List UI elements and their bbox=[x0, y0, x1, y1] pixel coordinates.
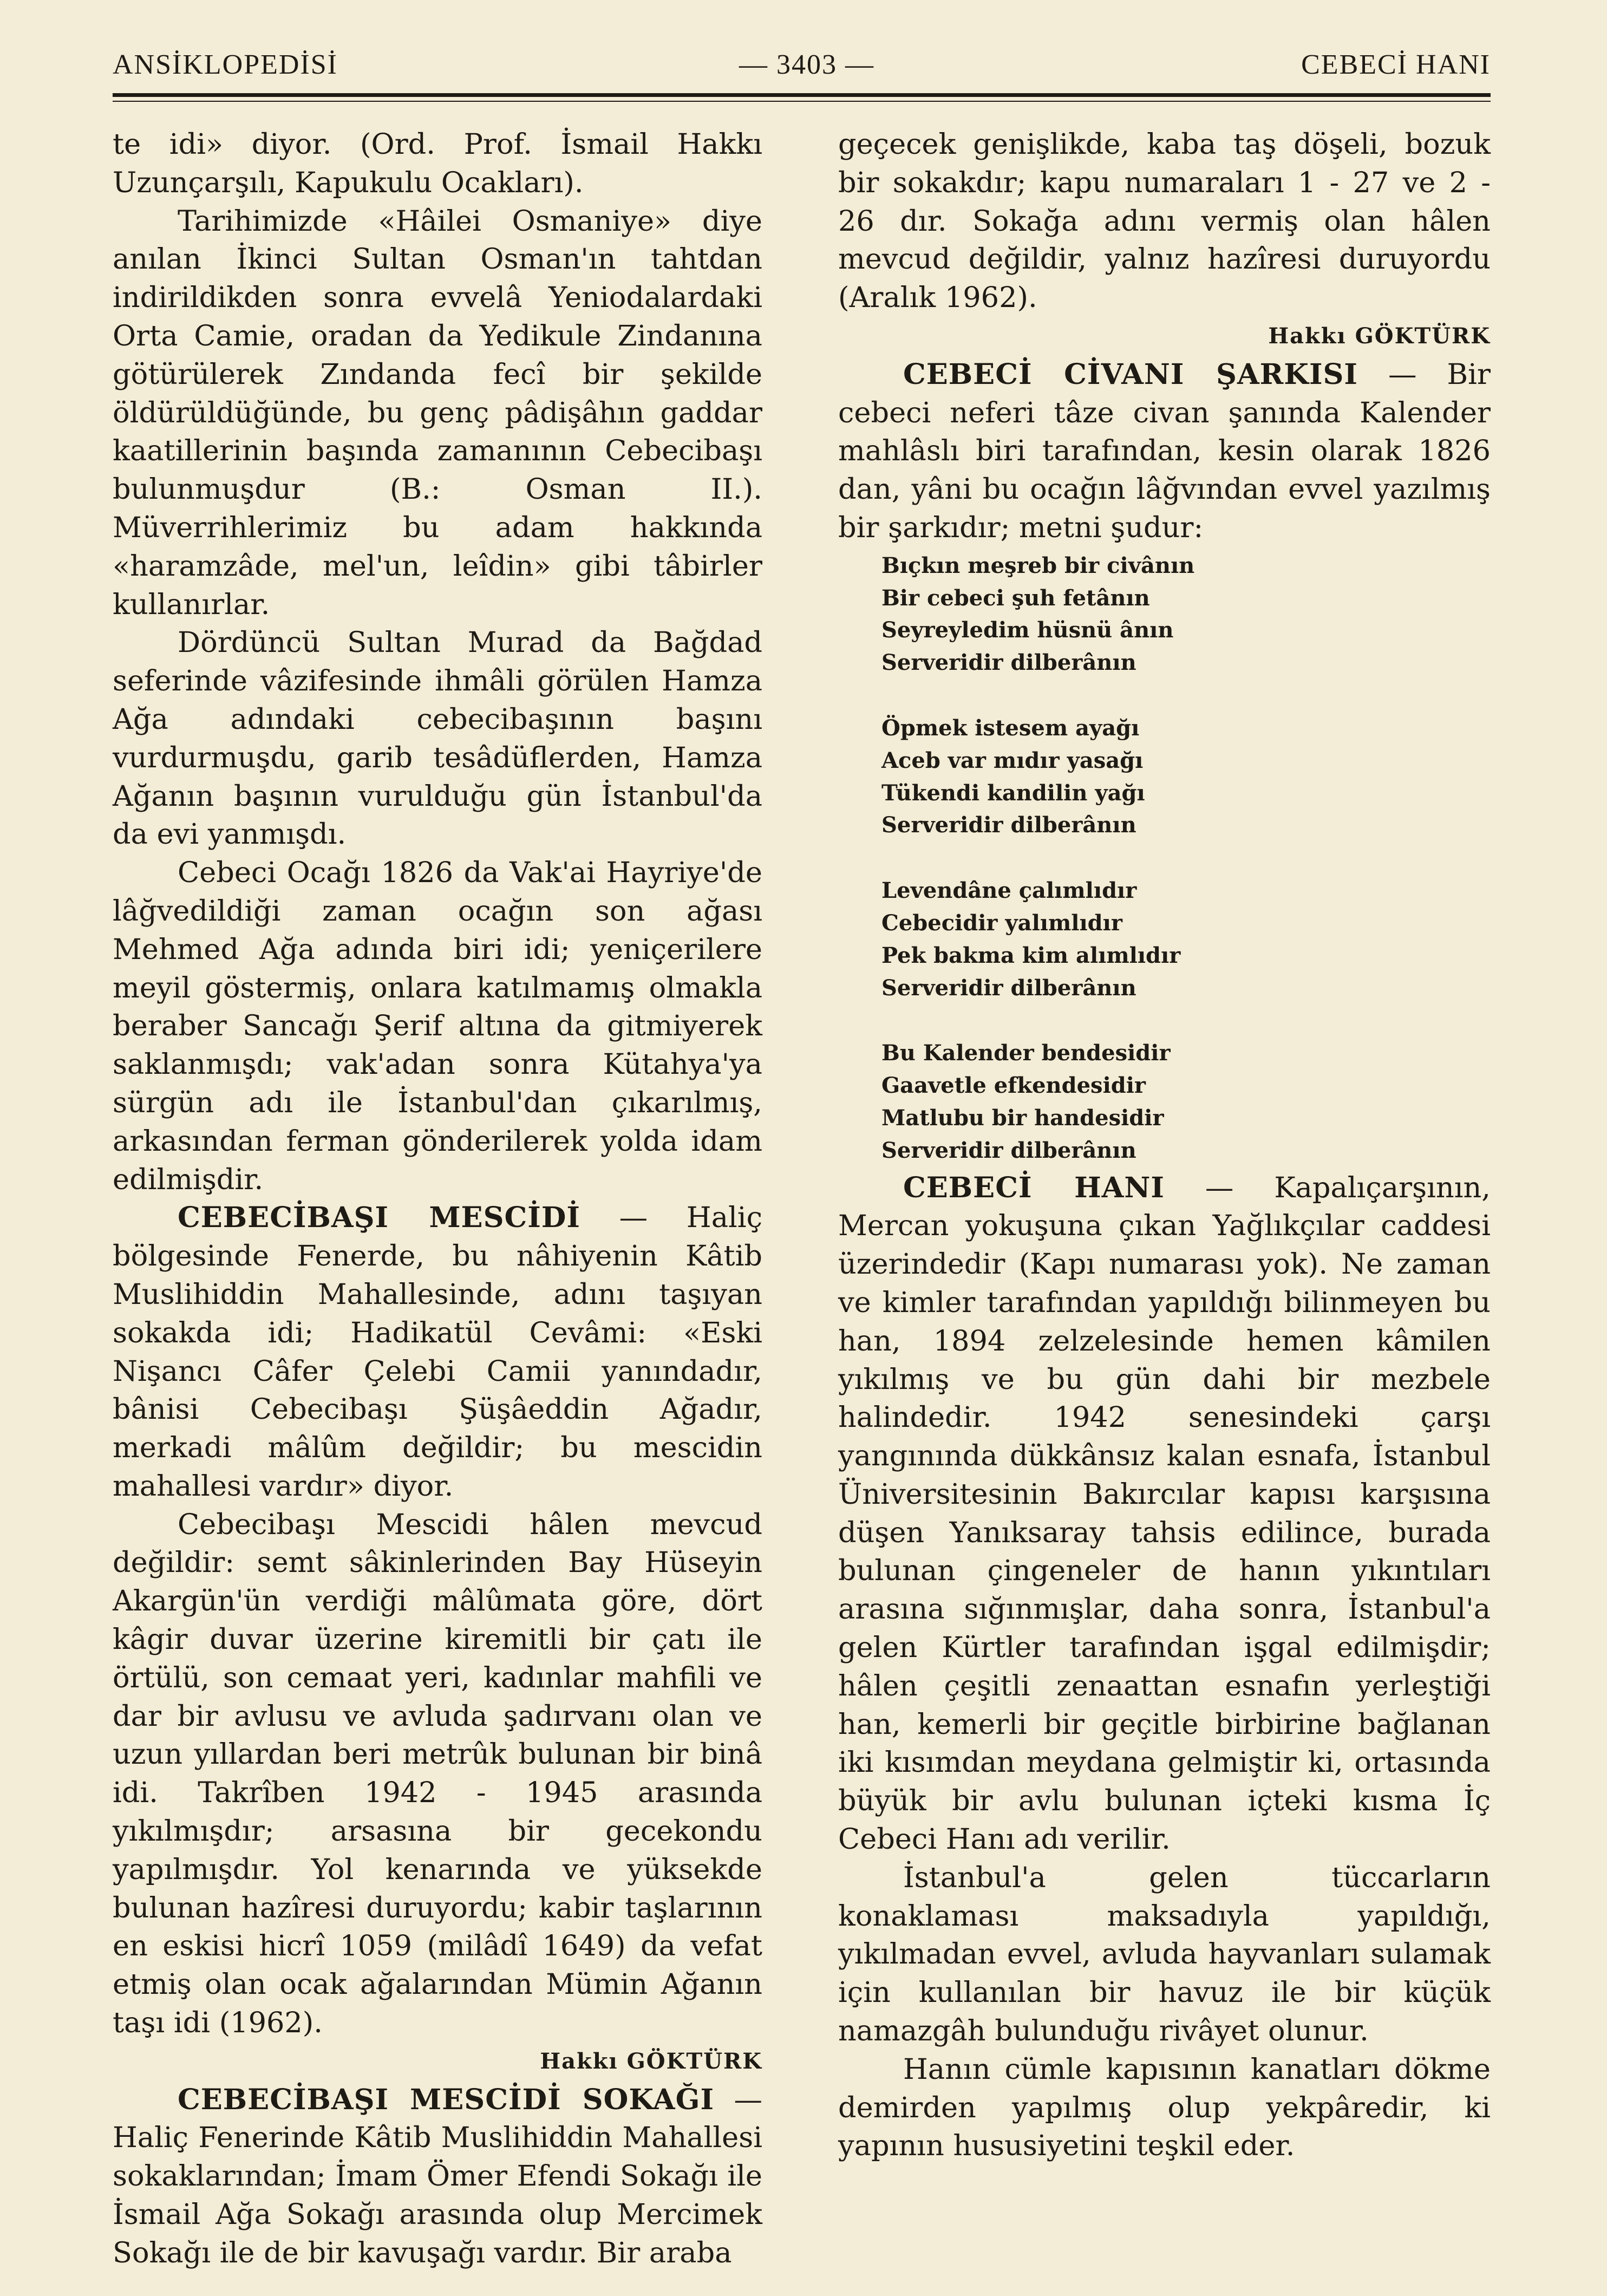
entry-text: — Kapalıçarşının, Mercan yokuşuna çıkan Yağlıkçılar caddesi üzerindedir (Kapı numarası yok). Ne zaman ve kimler tarafından yapıldığı bilinmeyen bu han, 1894 zelzelesinde hemen kâmilen yıkılmış ve bu gün dahi bir mezbele halindedir. 1942 senesindeki çarşı yangınında dükkânsız kalan esnafa, İstanbul Üniversitesinin Bakırcılar kapısı karşısına düşen Yanıksaray tahsis edilince, burada bulunan çingeneler de hanın yıkıntıları arasına sığınmışlar, daha sonra, İstanbul'a gelen Kürtler tarafından işgal edilmişdir; hâlen çeşitli zenaattan esnafın yerleştiği han, kemerli bir geçitle birbirine bağlanan iki kısımdan meydana gelmiştir ki, ortasında büyük bir avlu bulunan içteki kısma İç Cebeci Hanı adı verilir. bbox=[838, 1171, 1491, 1856]
entry-text: — Haliç Fenerinde Kâtib Muslihiddin Mahallesi sokaklarından; İmam Ömer Efendi Sokağı ile İsmail Ağa Sokağı arasında olup Mercimek Sokağı ile de bir kavuşağı vardır. Bir araba bbox=[113, 2083, 762, 2269]
paragraph: İstanbul'a gelen tüccarların konaklaması maksadıyla yapıldığı, yıkılmadan evvel, avluda hayvanları sulamak için kullanılan bir havuz ile bir küçük namazgâh bulunduğu rivâyet olunur. bbox=[838, 1861, 1491, 2048]
running-header-right: CEBECİ HANI bbox=[1301, 49, 1491, 80]
poem-line: Gaavetle efkendesidir bbox=[881, 1073, 1146, 1099]
paragraph: Hanın cümle kapısının kanatları dökme demirden yapılmış olup yekpâredir, ki yapının hususiyetini teşkil eder. bbox=[838, 2052, 1491, 2163]
poem-line: Cebecidir yalımlıdır bbox=[881, 910, 1122, 936]
page-number: — 3403 — bbox=[739, 49, 874, 80]
poem bbox=[881, 550, 1491, 1167]
entry-title: CEBECİBAŞI MESCİDİ SOKAĞI bbox=[178, 2083, 714, 2116]
left-column bbox=[113, 126, 762, 2273]
poem-line: Serveridir dilberânın bbox=[881, 650, 1136, 676]
poem-line: Serveridir dilberânın bbox=[881, 1137, 1136, 1163]
entry-text: — Bir cebeci neferi tâze civan şanında Kalender mahlâslı biri tarafından, kesin olarak 1826 dan, yâni bu ocağın lâğvından evvel yazılmış bir şarkıdır; metni şudur: bbox=[838, 357, 1491, 544]
poem-line: Seyreyledim hüsnü ânın bbox=[881, 617, 1174, 643]
entry-title: CEBECİBAŞI MESCİDİ bbox=[178, 1201, 580, 1235]
poem-stanza bbox=[881, 1037, 1491, 1166]
author-signature: Hakkı GÖKTÜRK bbox=[1268, 323, 1491, 349]
poem-stanza bbox=[881, 712, 1491, 842]
header-rule-thick bbox=[113, 93, 1491, 97]
paragraph: Cebecibaşı Mescidi hâlen mevcud değildir: semt sâkinlerinden Bay Hüseyin Akargün'ün verdiği mâlûmata göre, dört kâgir duvar üzerine kiremitli bir çatı ile örtülü, son cemaat yeri, kadınlar mahfili ve dar bir avlusu ve avluda şadırvanı olan ve uzun yıllardan beri metrûk bulunan bir binâ idi. Takrîben 1942 - 1945 arasında yıkılmışdır; arsasına bir gecekondu yapılmışdır. Yol kenarında ve yüksekde bulunan hazîresi duruyordu; kabir taşlarının en eskisi hicrî 1059 (milâdî 1649) da vefat etmiş olan ocak ağalarından Mümin Ağanın taşı idi (1962). bbox=[113, 1508, 762, 2040]
poem-line: Bıçkın meşreb bir civânın bbox=[881, 552, 1195, 578]
poem-stanza bbox=[881, 875, 1491, 1004]
running-header-left: ANSİKLOPEDİSİ bbox=[113, 49, 338, 80]
entry-cebeci-civani-sarkisi bbox=[838, 356, 1491, 547]
poem-line: Pek bakma kim alımlıdır bbox=[881, 942, 1181, 968]
author-signature: Hakkı GÖKTÜRK bbox=[540, 2048, 762, 2074]
poem-line: Serveridir dilberânın bbox=[881, 812, 1136, 838]
paragraph: geçecek genişlikde, kaba taş döşeli, bozuk bir sokakdır; kapu numaraları 1 - 27 ve 2 - 26 dır. Sokağa adını vermiş olan hâlen mevcud değildir, yalnız hazîresi duruyordu (Aralık 1962). bbox=[838, 128, 1491, 315]
entry-title: CEBECİ CİVANI ŞARKISI bbox=[903, 357, 1358, 391]
right-column bbox=[838, 126, 1491, 2165]
paragraph: Tarihimizde «Hâilei Osmaniye» diye anılan İkinci Sultan Osman'ın tahtdan indirildikden sonra evvelâ Yeniodalardaki Orta Camie, oradan da Yedikule Zindanına götürülerek Zındanda fecî bir şekilde öldürüldüğünde, bu genç pâdişâhın gaddar kaatillerinin başında zamanının Cebecibaşı bulunmuşdur (B.: Osman II.). Müverrihlerimiz bu adam hakkında «haramzâde, mel'un, leîdin» gibi tâbirler kullanırlar. bbox=[113, 204, 762, 621]
paragraph: Dördüncü Sultan Murad da Bağdad seferinde vâzifesinde ihmâli görülen Hamza Ağa adındaki cebecibaşının başını vurdurmuşdu, garib tesâdüflerden, Hamza Ağanın başının vurulduğu gün İstanbul'da da evi yanmışdı. bbox=[113, 626, 762, 851]
entry-cebeci-hani bbox=[838, 1169, 1491, 1859]
entry-cebecibasi-mescidi-sokagi bbox=[113, 2081, 762, 2273]
poem-line: Tükendi kandilin yağı bbox=[881, 780, 1145, 806]
poem-line: Bir cebeci şuh fetânın bbox=[881, 585, 1150, 611]
paragraph: Cebeci Ocağı 1826 da Vak'ai Hayriye'de lâğvedildiği zaman ocağın son ağası Mehmed Ağa adında biri idi; yeniçerilere meyil göstermiş, onlara katılmamış olmakla beraber Sancağı Şerif altına da gitmiyerek saklanmışdı; vak'adan sonra Kütahya'ya sürgün adı ile İstanbul'dan çıkarılmış, arkasından ferman gönderilerek yolda idam edilmişdir. bbox=[113, 856, 762, 1196]
poem-line: Serveridir dilberânın bbox=[881, 975, 1136, 1001]
poem-line: Levendâne çalımlıdır bbox=[881, 878, 1137, 904]
poem-line: Aceb var mıdır yasağı bbox=[881, 747, 1144, 773]
entry-title: CEBECİ HANI bbox=[903, 1171, 1165, 1204]
poem-line: Öpmek istesem ayağı bbox=[881, 715, 1140, 741]
poem-stanza bbox=[881, 550, 1491, 679]
paragraph: te idi» diyor. (Ord. Prof. İsmail Hakkı Uzunçarşılı, Kapukulu Ocakları). bbox=[113, 128, 762, 199]
poem-line: Bu Kalender bendesidir bbox=[881, 1040, 1171, 1066]
entry-text: — Haliç bölgesinde Fenerde, bu nâhiyenin Kâtib Muslihiddin Mahallesinde, adını taşıyan sokakda idi; Hadikatül Cevâmi: «Eski Nişancı Câfer Çelebi Camii yanındadır, bânisi Cebecibaşı Şüşâeddin Ağadır, merkadi mâlûm değildir; bu mescidin mahallesi vardır» diyor. bbox=[113, 1201, 762, 1503]
header-rule-thin bbox=[113, 101, 1491, 102]
entry-cebecibasi-mescidi bbox=[113, 1199, 762, 1505]
poem-line: Matlubu bir handesidir bbox=[881, 1105, 1164, 1131]
